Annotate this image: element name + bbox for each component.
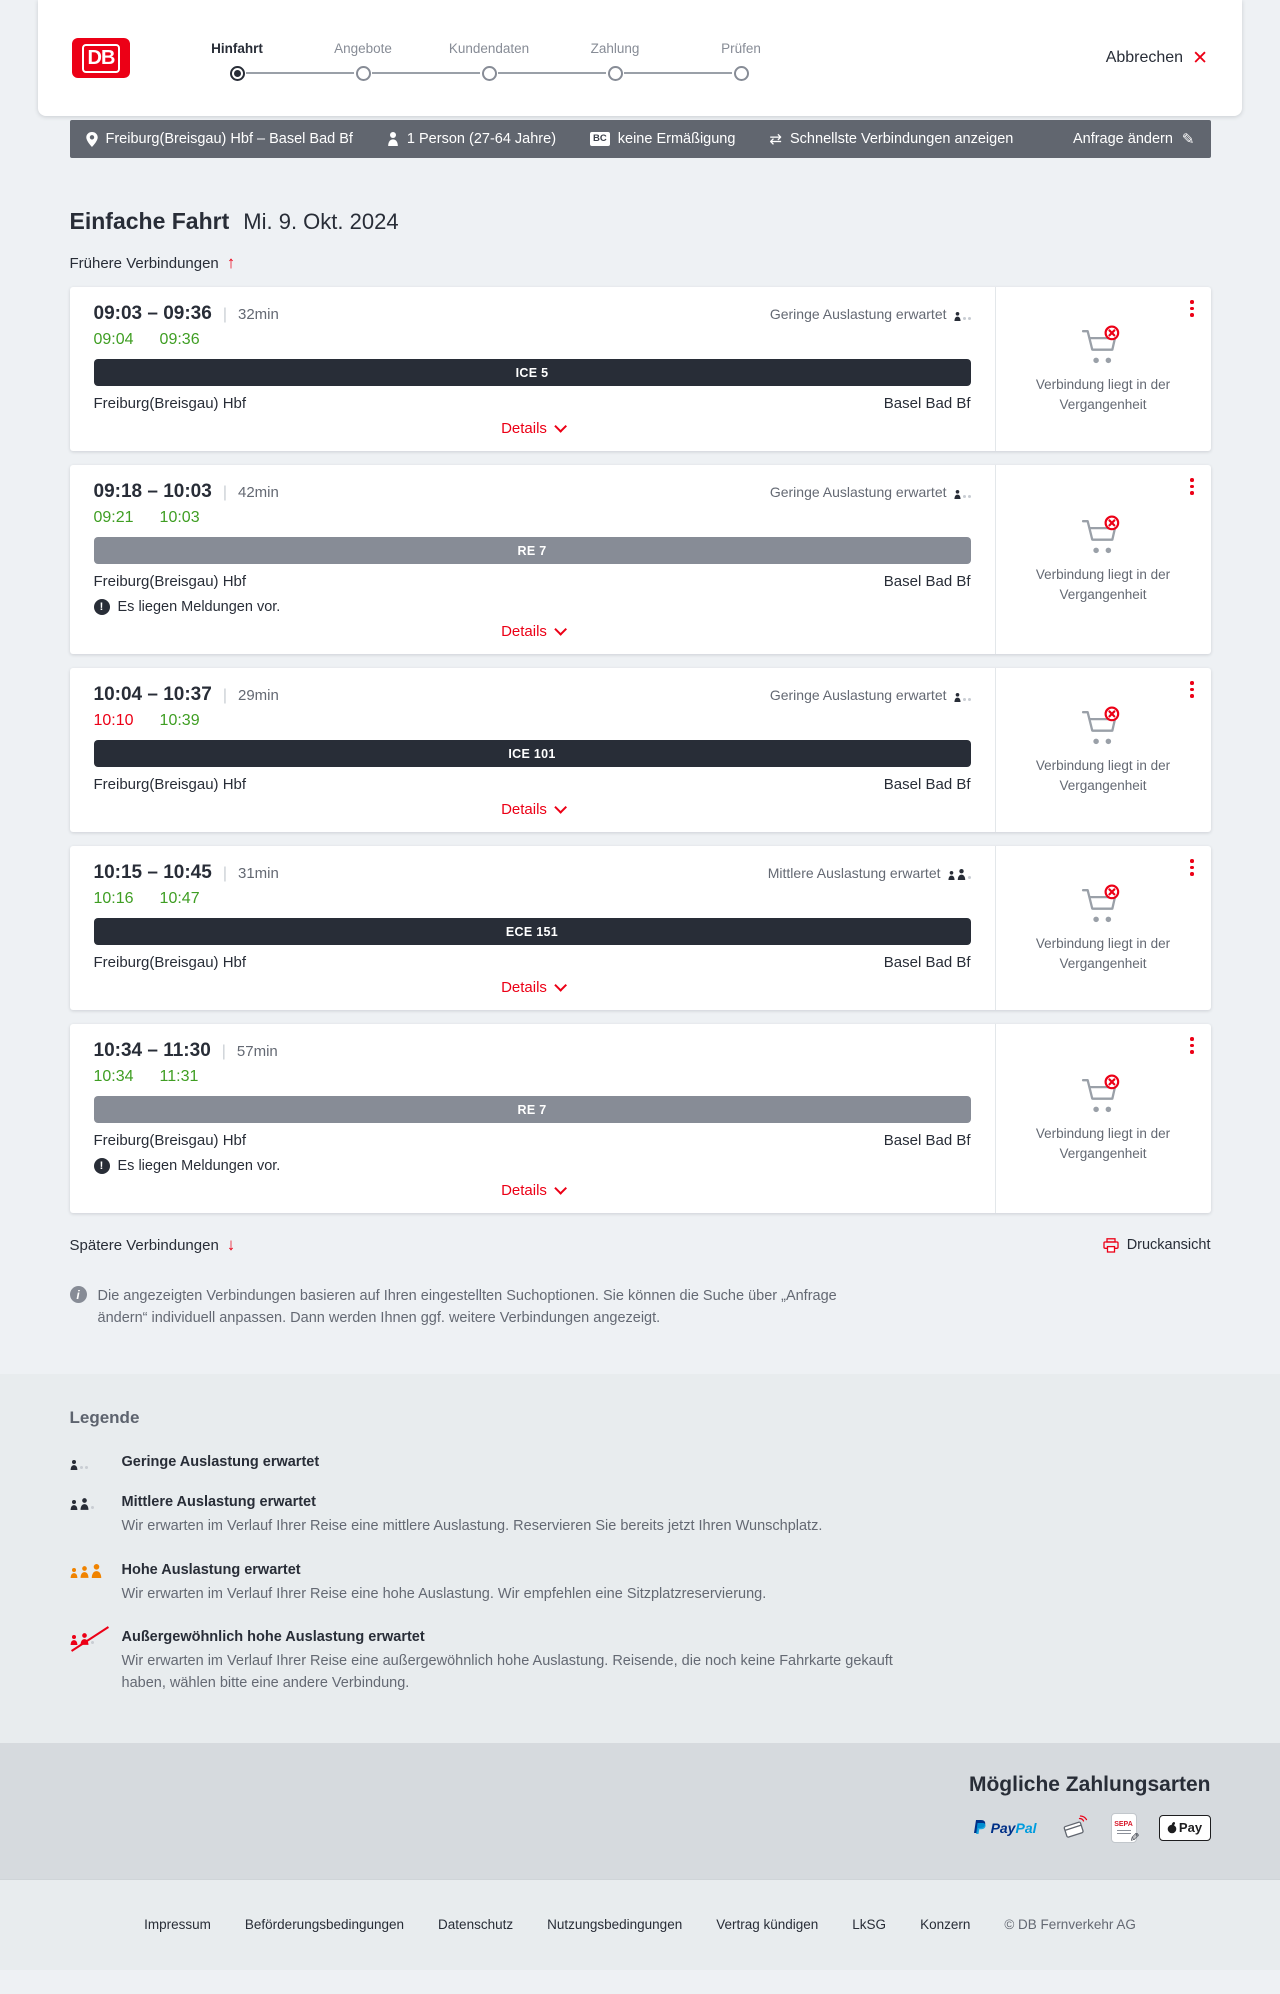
close-x-icon: ✕	[1192, 47, 1208, 69]
train-number: RE 7	[517, 543, 547, 558]
footer-link[interactable]: Vertrag kündigen	[716, 1917, 819, 1933]
print-view-link[interactable]: Druckansicht	[1103, 1237, 1211, 1253]
details-label: Details	[501, 801, 547, 818]
separator: |	[221, 1043, 226, 1060]
details-label: Details	[501, 1182, 547, 1199]
actual-departure-time: 10:10	[93, 712, 134, 729]
copyright: © DB Fernverkehr AG	[1004, 1917, 1136, 1933]
occupancy-persons-icon	[70, 1457, 110, 1470]
arrival-station: Basel Bad Bf	[883, 1132, 971, 1149]
options-menu-icon[interactable]	[1190, 478, 1194, 495]
connection-main	[70, 287, 995, 451]
step-circle-icon	[608, 66, 623, 81]
step-circle-icon	[230, 66, 245, 81]
app-header	[38, 0, 1242, 116]
actual-arrival-time: 10:03	[159, 509, 200, 526]
details-toggle[interactable]	[94, 1182, 971, 1207]
stepper-step	[552, 41, 678, 81]
footer-link[interactable]: LkSG	[852, 1917, 887, 1933]
occupancy-persons-icon	[70, 1565, 110, 1578]
page-footer	[0, 1879, 1280, 1970]
past-connection-note: Verbindung liegt in der Vergangenheit	[1035, 757, 1171, 793]
options-menu-icon[interactable]	[1190, 681, 1194, 698]
train-number: ICE 5	[515, 365, 549, 380]
occupancy-persons-icon	[954, 308, 971, 321]
legend-label: Hohe Auslastung erwartet	[121, 1561, 301, 1578]
stepper-step	[426, 41, 552, 81]
departure-station: Freiburg(Breisgau) Hbf	[93, 1132, 247, 1149]
occupancy-indicator	[768, 865, 971, 881]
connection-duration: 57min	[236, 1043, 278, 1060]
connection-time-range: 10:34 – 11:30	[93, 1040, 211, 1061]
occupancy-label: Geringe Auslastung erwartet	[769, 687, 947, 703]
bahncard-badge: BC	[590, 132, 610, 146]
train-label-bar	[94, 359, 971, 386]
actual-arrival-time: 10:39	[159, 712, 200, 729]
message-text: Es liegen Meldungen vor.	[117, 1158, 281, 1174]
details-label: Details	[501, 420, 547, 437]
step-label: Hinfahrt	[211, 41, 263, 56]
legend-title: Legende	[69, 1407, 140, 1427]
person-icon	[387, 132, 399, 146]
chevron-down-icon	[554, 420, 567, 433]
arrival-station: Basel Bad Bf	[883, 573, 971, 590]
connection-main	[70, 668, 995, 832]
cart-unavailable-icon	[1080, 883, 1126, 925]
alert-icon: !	[94, 1158, 110, 1174]
actual-departure-time: 10:16	[93, 890, 134, 907]
train-label-bar	[94, 918, 971, 945]
arrow-up-icon: ↑	[226, 253, 236, 272]
discount-summary: BC keine Ermäßigung	[590, 131, 735, 147]
arrival-station: Basel Bad Bf	[883, 776, 971, 793]
booking-stepper	[174, 41, 804, 81]
connection-card	[70, 1024, 1211, 1213]
footer-link[interactable]: Impressum	[144, 1917, 211, 1933]
connection-main	[70, 846, 995, 1010]
connection-duration: 32min	[237, 306, 279, 323]
connection-card	[70, 668, 1211, 832]
stepper-step	[678, 41, 804, 81]
cancel-label: Abbrechen	[1105, 49, 1184, 66]
legend-label: Außergewöhnlich hohe Auslastung erwartet	[121, 1629, 425, 1646]
legend-item	[70, 1562, 1211, 1606]
past-connection-note: Verbindung liegt in der Vergangenheit	[1035, 376, 1171, 412]
footer-link[interactable]: Nutzungsbedingungen	[547, 1917, 683, 1933]
traveler-summary: 1 Person (27-64 Jahre)	[387, 131, 556, 147]
arrow-down-icon: ↓	[226, 1235, 236, 1254]
train-label-bar	[94, 740, 971, 767]
alert-icon: !	[94, 599, 110, 615]
chevron-down-icon	[554, 1182, 567, 1195]
search-summary-bar	[70, 120, 1211, 158]
credit-card-contactless-icon	[1059, 1814, 1089, 1841]
train-label-bar	[94, 537, 971, 564]
cart-unavailable-icon	[1080, 514, 1126, 556]
connection-main	[70, 1024, 995, 1213]
connection-time-range: 10:04 – 10:37	[93, 684, 212, 705]
actual-arrival-time: 09:36	[159, 331, 200, 348]
pencil-icon: ✎	[1181, 130, 1195, 148]
details-label: Details	[501, 979, 547, 996]
results-main	[70, 208, 1211, 1330]
legend-item	[70, 1454, 1211, 1470]
legend-item	[70, 1629, 1211, 1695]
separator: |	[222, 865, 227, 882]
train-number: ECE 151	[505, 924, 559, 939]
actual-departure-time: 09:21	[93, 509, 134, 526]
step-circle-icon	[482, 66, 497, 81]
legend-label: Geringe Auslastung erwartet	[121, 1453, 320, 1470]
arrival-station: Basel Bad Bf	[883, 395, 971, 412]
occupancy-indicator	[770, 687, 971, 703]
legend-items	[70, 1454, 1211, 1695]
connection-card	[70, 465, 1211, 654]
occupancy-label: Geringe Auslastung erwartet	[769, 484, 947, 500]
connection-duration: 29min	[237, 687, 279, 704]
occupancy-indicator	[770, 484, 971, 500]
connection-time-range: 09:18 – 10:03	[93, 481, 212, 502]
options-menu-icon[interactable]	[1190, 300, 1194, 317]
chevron-down-icon	[554, 801, 567, 814]
past-connection-note: Verbindung liegt in der Vergangenheit	[1035, 567, 1171, 602]
step-label: Angebote	[334, 41, 392, 56]
separator: |	[222, 687, 227, 704]
departure-station: Freiburg(Breisgau) Hbf	[93, 573, 247, 590]
occupancy-label: Mittlere Auslastung erwartet	[767, 865, 941, 881]
swap-arrows-icon: ⇄	[769, 130, 783, 148]
occupancy-label: Geringe Auslastung erwartet	[769, 306, 947, 322]
connection-duration: 31min	[237, 865, 279, 882]
legend-label: Mittlere Auslastung erwartet	[121, 1493, 316, 1510]
connection-list	[70, 287, 1211, 1213]
occupancy-persons-icon	[70, 1497, 110, 1510]
actual-departure-time: 10:34	[93, 1068, 134, 1085]
past-connection-note: Verbindung liegt in der Vergangenheit	[1035, 1126, 1171, 1161]
occupancy-persons-icon	[948, 867, 971, 880]
info-icon: i	[70, 1286, 87, 1303]
details-toggle[interactable]	[94, 420, 971, 445]
footer-link[interactable]: Datenschutz	[438, 1917, 514, 1933]
connection-time-range: 10:15 – 10:45	[93, 862, 212, 883]
legend-description: Wir erwarten im Verlauf Ihrer Reise eine mittlere Auslastung. Reservieren Sie bereits jetzt Ihren Wunschplatz.	[121, 1517, 823, 1534]
occupancy-indicator	[770, 306, 971, 322]
legend-description: Wir erwarten im Verlauf Ihrer Reise eine außergewöhnlich hohe Auslastung. Reisende, die noch keine Fahrkarte gekauft haben, wählen bitte eine andere Verbindung.	[121, 1653, 893, 1692]
chevron-down-icon	[554, 979, 567, 992]
route-summary: Freiburg(Breisgau) Hbf – Basel Bad Bf	[86, 131, 353, 147]
connection-card	[70, 287, 1211, 451]
occupancy-persons-icon	[954, 486, 971, 499]
footer-links	[144, 1917, 970, 1932]
message-text: Es liegen Meldungen vor.	[117, 599, 281, 615]
cart-unavailable-icon	[1080, 705, 1126, 747]
edit-request-button[interactable]: Anfrage ändern ✎	[1072, 130, 1195, 148]
step-label: Kundendaten	[448, 41, 530, 56]
later-connections-link[interactable]: Spätere Verbindungen ↓	[69, 1235, 236, 1254]
connection-side-panel	[995, 287, 1211, 451]
payment-title: Mögliche Zahlungsarten	[968, 1772, 1211, 1796]
train-label-bar	[94, 1096, 971, 1123]
legend-description: Wir erwarten im Verlauf Ihrer Reise eine hohe Auslastung. Wir empfehlen eine Sitzplatzreservierung.	[121, 1585, 767, 1602]
connection-time-range: 09:03 – 09:36	[93, 303, 212, 324]
stepper-step	[174, 41, 300, 81]
earlier-connections-link[interactable]: Frühere Verbindungen ↑	[69, 253, 236, 272]
actual-arrival-time: 10:47	[159, 890, 200, 907]
connection-main	[70, 465, 995, 654]
actual-arrival-time: 11:31	[159, 1068, 199, 1085]
paypal-icon: PayPal	[973, 1820, 1037, 1836]
departure-station: Freiburg(Breisgau) Hbf	[93, 954, 247, 971]
details-toggle[interactable]	[94, 801, 971, 826]
page-title: Einfache Fahrt	[69, 208, 230, 234]
past-connection-note: Verbindung liegt in der Vergangenheit	[1035, 935, 1171, 971]
cancel-button[interactable]	[1106, 49, 1208, 68]
train-number: ICE 101	[508, 746, 556, 761]
train-number: RE 7	[517, 1102, 547, 1117]
details-toggle[interactable]	[94, 623, 971, 648]
actual-departure-time: 09:04	[93, 331, 134, 348]
separator: |	[222, 484, 227, 501]
db-logo-text: DB	[82, 44, 121, 73]
departure-station: Freiburg(Breisgau) Hbf	[93, 776, 247, 793]
stepper-step	[300, 41, 426, 81]
occupancy-persons-icon	[70, 1632, 110, 1645]
fastest-connections-toggle[interactable]: ⇄ Schnellste Verbindungen anzeigen	[769, 130, 1014, 148]
connection-side-panel	[995, 1024, 1211, 1213]
chevron-down-icon	[554, 623, 567, 636]
connection-side-panel	[995, 465, 1211, 654]
step-label: Zahlung	[590, 41, 640, 56]
step-label: Prüfen	[721, 41, 761, 56]
footer-link[interactable]: Konzern	[920, 1917, 971, 1933]
occupancy-persons-icon	[954, 689, 971, 702]
connection-card	[70, 846, 1211, 1010]
separator: |	[222, 306, 227, 323]
search-options-note	[70, 1285, 1211, 1330]
pencil-icon: ✎	[1127, 1831, 1142, 1842]
connection-side-panel	[995, 668, 1211, 832]
connection-side-panel	[995, 846, 1211, 1010]
location-pin-icon	[86, 132, 98, 147]
step-circle-icon	[734, 66, 749, 81]
options-menu-icon[interactable]	[1190, 1037, 1194, 1054]
payment-section	[0, 1743, 1280, 1879]
apple-pay-icon: Pay	[1159, 1815, 1211, 1841]
options-menu-icon[interactable]	[1190, 859, 1194, 876]
departure-station: Freiburg(Breisgau) Hbf	[93, 395, 247, 412]
db-logo	[72, 38, 130, 78]
sepa-direct-debit-icon: SEPA ✎	[1111, 1813, 1137, 1843]
info-text: Die angezeigten Verbindungen basieren auf Ihren eingestellten Suchoptionen. Sie können die Suche über „Anfrage ändern“ individuell anpassen. Dann werden Ihnen ggf. weitere Verbindungen angezeigt.	[97, 1288, 837, 1327]
legend-section	[0, 1374, 1280, 1743]
details-label: Details	[501, 623, 547, 640]
printer-icon	[1103, 1238, 1119, 1253]
arrival-station: Basel Bad Bf	[883, 954, 971, 971]
connection-duration: 42min	[237, 484, 279, 501]
cart-unavailable-icon	[1080, 1073, 1126, 1115]
cart-unavailable-icon	[1080, 324, 1126, 366]
details-toggle[interactable]	[94, 979, 971, 1004]
travel-date: Mi. 9. Okt. 2024	[243, 209, 399, 234]
legend-item	[70, 1494, 1211, 1538]
footer-link[interactable]: Beförderungsbedingungen	[244, 1917, 405, 1933]
step-circle-icon	[356, 66, 371, 81]
